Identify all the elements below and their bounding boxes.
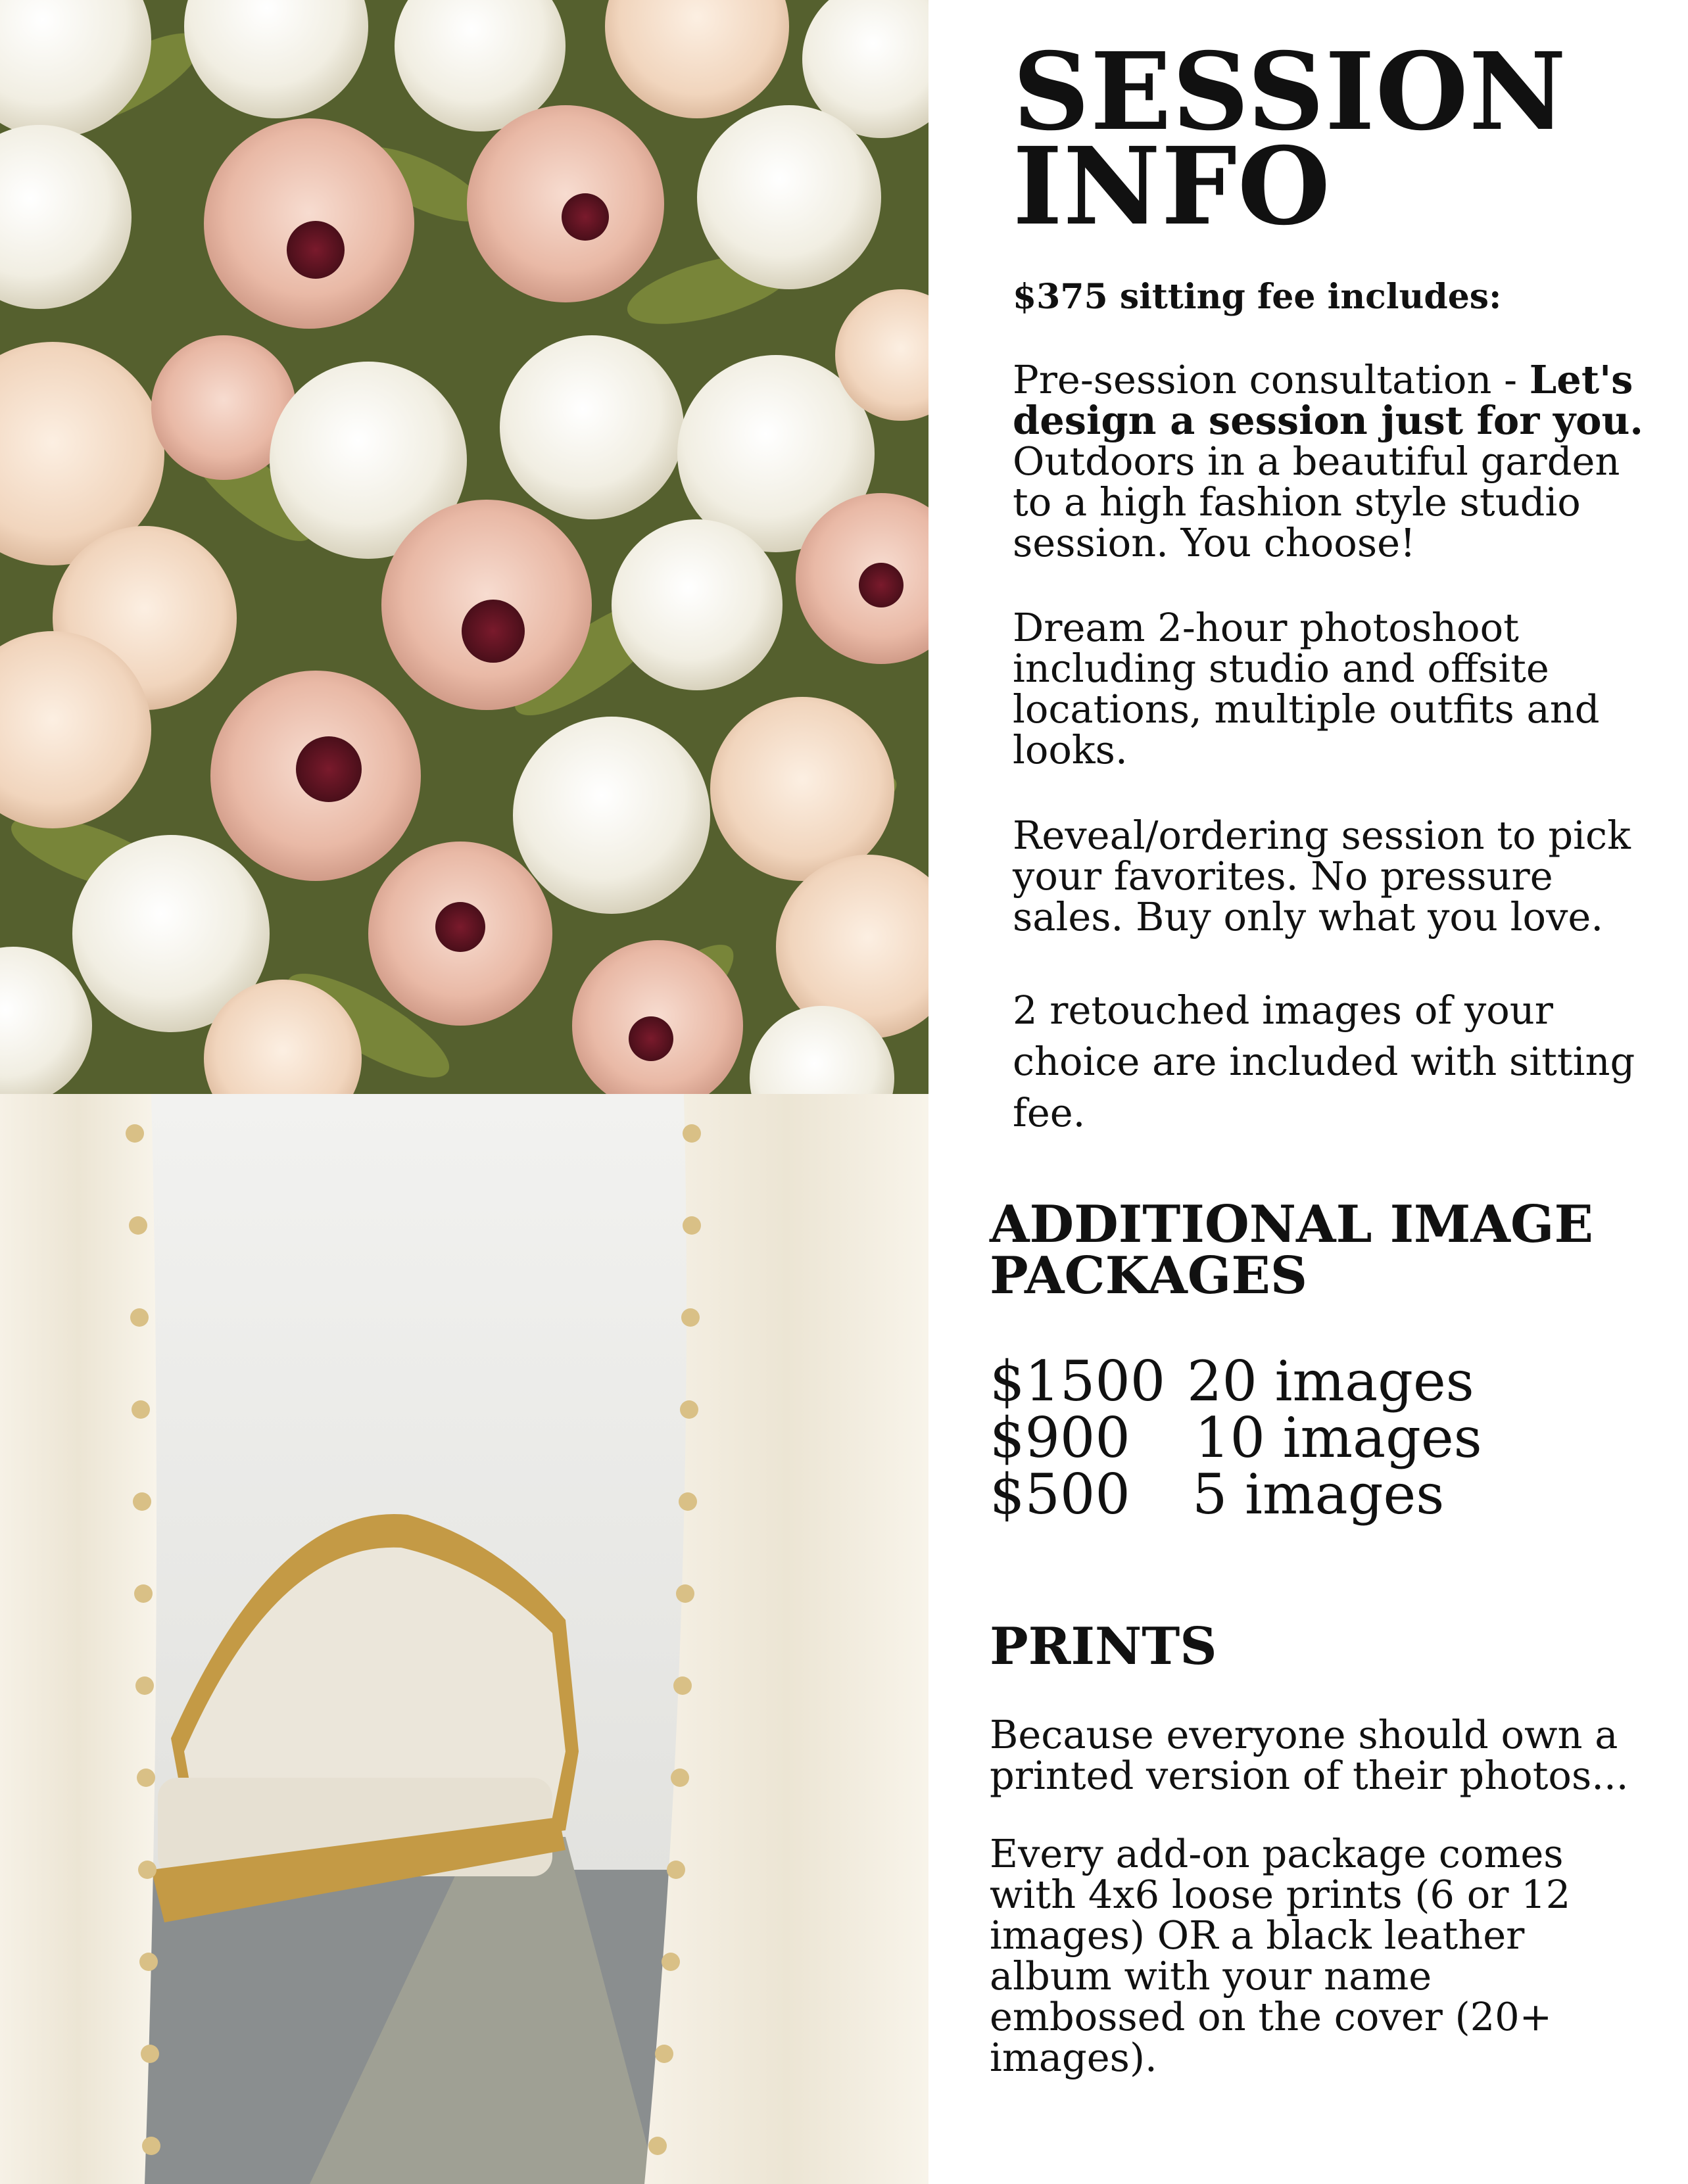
consultation-line-3: Outdoors in a beautiful garden [1013, 439, 1620, 484]
additional-packages-heading [990, 1195, 1593, 1306]
consultation-line-1: Pre-session consultation - Let's [1013, 357, 1633, 402]
package-row [990, 1406, 1482, 1470]
prints-detail-line-5: embossed on the cover (20+ [990, 1994, 1553, 2039]
package-price-list [990, 1349, 1482, 1527]
package-row [990, 1462, 1482, 1527]
page-title [1013, 30, 1567, 249]
flower-wall-image [0, 0, 928, 1094]
prints-detail-paragraph [990, 1831, 1571, 2080]
consultation-paragraph [1013, 357, 1643, 565]
studio-sofa-image [0, 1094, 928, 2184]
photoshoot-paragraph [1013, 607, 1599, 771]
prints-heading: PRINTS [990, 1617, 1217, 1676]
prints-detail-line-2: with 4x6 loose prints (6 or 12 [990, 1872, 1571, 1917]
sitting-fee-heading: $375 sitting fee includes: [1013, 277, 1502, 317]
package-price: $1500 [990, 1349, 1166, 1413]
title-line-1: SESSION [1013, 30, 1567, 154]
photoshoot-line-1: Dream 2-hour photoshoot [1013, 605, 1519, 650]
package-image-count: 20 images [1187, 1349, 1474, 1413]
prints-intro-line-1: Because everyone should own a [990, 1712, 1618, 1757]
consultation-line-4: to a high fashion style studio [1013, 479, 1581, 525]
prints-intro-line-2: printed version of their photos... [990, 1753, 1629, 1798]
package-price: $900 [990, 1406, 1130, 1470]
consultation-line-2: design a session just for you. [1013, 398, 1643, 443]
consultation-line-5: session. You choose! [1013, 520, 1416, 565]
reveal-line-3: sales. Buy only what you love. [1013, 894, 1604, 939]
package-image-count: 10 images [1195, 1406, 1482, 1470]
reveal-line-2: your favorites. No pressure [1013, 853, 1553, 899]
retouched-line-1: 2 retouched images of your [1013, 987, 1553, 1033]
retouched-paragraph [1013, 985, 1635, 1139]
prints-detail-line-6: images). [990, 2035, 1157, 2080]
prints-detail-line-1: Every add-on package comes [990, 1831, 1564, 1876]
photoshoot-line-3: locations, multiple outfits and [1013, 686, 1600, 732]
packages-heading-line-1: ADDITIONAL IMAGE [990, 1195, 1593, 1254]
studio-sofa-photo [0, 1094, 928, 2184]
prints-intro-paragraph [990, 1712, 1629, 1798]
packages-heading-line-2: PACKAGES [990, 1246, 1308, 1306]
photoshoot-line-2: including studio and offsite [1013, 646, 1549, 691]
reveal-line-1: Reveal/ordering session to pick [1013, 813, 1631, 858]
flower-wall-photo [0, 0, 928, 1094]
title-line-2: INFO [1013, 124, 1331, 249]
prints-detail-line-3: images) OR a black leather [990, 1912, 1525, 1958]
retouched-line-2: choice are included with sitting [1013, 1039, 1635, 1084]
prints-detail-line-4: album with your name [990, 1953, 1432, 1999]
reveal-paragraph [1013, 815, 1631, 938]
package-price: $500 [990, 1462, 1130, 1527]
package-image-count: 5 images [1192, 1462, 1445, 1527]
photoshoot-line-4: looks. [1013, 727, 1128, 772]
package-row [990, 1349, 1482, 1413]
retouched-line-3: fee. [1013, 1090, 1086, 1135]
